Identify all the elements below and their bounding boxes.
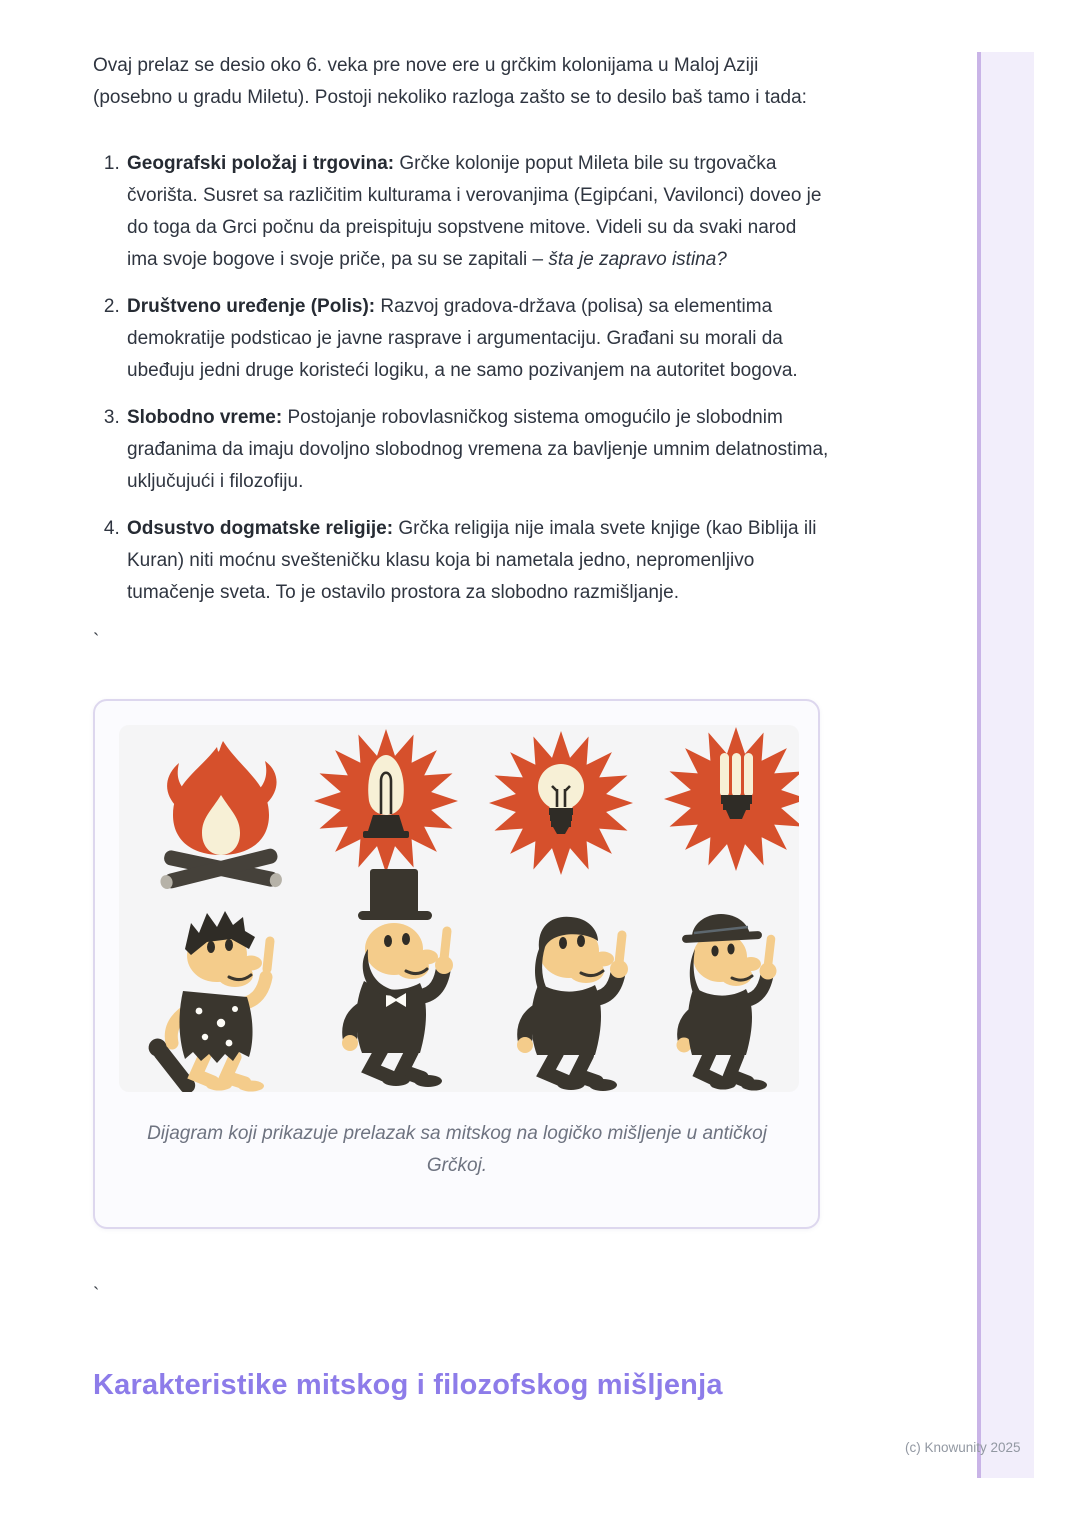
list-item	[125, 402, 831, 498]
top-hat-man-figure	[342, 869, 453, 1087]
list-item-lead: Društveno uređenje (Polis):	[127, 296, 376, 317]
incandescent-bulb-icon	[489, 731, 633, 875]
cfl-bulb-icon	[664, 727, 799, 871]
list-item-text: Grčka religija nije imala svete knjige (kao Biblija ili Kuran) niti moćnu svešteničku klasu koja bi nametala jedno, nepromenljivo tumačenje sveta. To je ostavilo prostora za slobodno razmišljanje.	[127, 518, 817, 603]
intro-paragraph: Ovaj prelaz se desio oko 6. veka pre nove ere u grčkim kolonijama u Maloj Aziji (posebno u gradu Miletu). Postoji nekoliko razloga zašto se to desilo baš tamo i tada:	[93, 55, 807, 108]
copyright-notice: (c) Knowunity 2025	[905, 1440, 1021, 1455]
figure-caption: Dijagram koji prikazuje prelazak sa mitskog na logičko mišljenje u antičkoj Grčkoj.	[147, 1123, 767, 1176]
reasons-list	[93, 148, 831, 609]
list-item	[125, 148, 831, 276]
section-heading: Karakteristike mitskog i filozofskog mišljenja	[93, 1369, 723, 1401]
list-item-lead: Slobodno vreme:	[127, 407, 283, 428]
evolution-illustration	[119, 725, 799, 1092]
bowler-hat-man-figure	[677, 914, 777, 1091]
right-margin-stripe	[977, 52, 1034, 1478]
list-item	[125, 291, 831, 387]
stray-backtick: `	[93, 631, 100, 652]
page-content	[93, 0, 833, 1402]
list-item-text: Postojanje robovlasničkog sistema omogućilo je slobodnim građanima da imaju dovoljno slobodnog vremena za bavljenje umnim delatnostima, uključujući i filozofiju.	[127, 407, 829, 492]
list-item-italic: šta je zapravo istina?	[548, 249, 727, 270]
list-item	[125, 513, 831, 609]
list-item-lead: Geografski položaj i trgovina:	[127, 153, 395, 174]
evolution-diagram-image	[119, 725, 799, 1092]
illustration-card	[93, 699, 820, 1229]
stray-backtick: `	[93, 1285, 100, 1306]
edison-bulb-icon	[314, 729, 458, 873]
caveman-figure	[145, 911, 270, 1092]
campfire-icon	[159, 741, 283, 891]
list-item-lead: Odsustvo dogmatske religije:	[127, 518, 394, 539]
modern-man-figure	[517, 917, 628, 1091]
list-item-text: Grčke kolonije poput Mileta bile su trgovačka čvorišta. Susret sa različitim kulturama i verovanjima (Egipćani, Vavilonci) doveo je do toga da Grci počnu da preispituju sopstvene mitove. Videli su da svaki narod ima svoje bogove i svoje priče, pa su se zapitali –	[127, 153, 822, 270]
list-item-text: Razvoj gradova-država (polisa) sa elementima demokratije podsticao je javne rasprave i argumentaciju. Građani su morali da ubeđuju jedni druge koristeći logiku, a ne samo pozivanjem na autoritet bogova.	[127, 296, 798, 381]
